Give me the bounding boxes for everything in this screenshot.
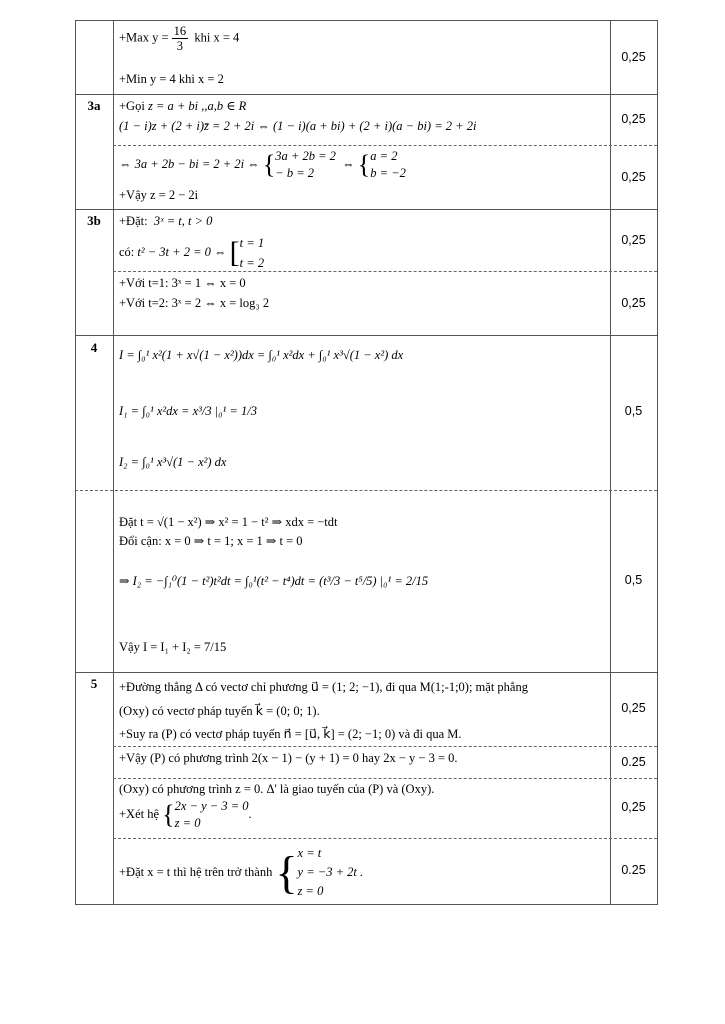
vay-z-line: +Vậy z = 2 − 2i bbox=[119, 188, 199, 202]
table-border-right bbox=[657, 20, 658, 905]
I2-calc-line: ⇒ I₂ = −∫₁⁰(1 − t²)t²dt = ∫₀¹(t² − t⁴)dt = (t³/3 − t⁵/5) |₀¹ = 2/15 bbox=[119, 574, 429, 588]
row-divider bbox=[75, 672, 657, 673]
question-label: 5 bbox=[90, 676, 98, 691]
sub-divider bbox=[113, 838, 657, 839]
sys-line: 3a + 2b = 2 bbox=[275, 149, 336, 163]
answer-table bbox=[75, 20, 657, 905]
bracket: [ bbox=[229, 236, 240, 269]
row-divider bbox=[75, 94, 657, 95]
xet-label: +Xét hệ bbox=[119, 806, 160, 821]
max-suffix: khi x = 4 bbox=[194, 30, 240, 45]
sys-line: b = −2 bbox=[370, 166, 406, 180]
max-fraction bbox=[172, 24, 189, 53]
goi-label: +Gọi bbox=[119, 99, 145, 113]
question-label: 3a bbox=[87, 98, 101, 113]
result-line: Vậy I = I₁ + I₂ = 7/15 bbox=[119, 640, 227, 654]
row-divider bbox=[75, 209, 657, 210]
line-d3: +Suy ra (P) có vectơ pháp tuyến n⃗ = [u⃗, k⃗] = (2; −1; 0) và đi qua M. bbox=[119, 727, 462, 741]
limits-line: Đổi cận: x = 0 ⇒ t = 1; x = 1 ⇒ t = 0 bbox=[119, 534, 303, 548]
brace: { bbox=[262, 150, 276, 179]
table-col-divider bbox=[610, 20, 611, 905]
score: 0,5 bbox=[624, 404, 643, 418]
score: 0,25 bbox=[621, 296, 646, 310]
line-d1: +Đường thẳng Δ có vectơ chỉ phương u⃗ = (1; 2; −1), đi qua M(1;-1;0); mặt phẳng bbox=[119, 680, 528, 694]
score: 0,25 bbox=[621, 170, 646, 184]
brace: { bbox=[162, 800, 175, 829]
question-label: 3b bbox=[87, 213, 101, 228]
sys-line: 2x − y − 3 = 0 bbox=[174, 799, 249, 813]
goi-expr: z = a + bi ,,a,b ∈ R bbox=[147, 99, 247, 113]
eq2-left: ⇔ 3a + 2b − bi = 2 + 2i ⇔ bbox=[119, 156, 260, 171]
min-line: +Min y = 4 khi x = 2 bbox=[119, 72, 224, 86]
max-line bbox=[119, 24, 239, 53]
score: 0,5 bbox=[624, 573, 643, 587]
equation-system-line: ⇔ 3a + 2b − bi = 2 + 2i ⇔ {3a + 2b = 2 − b = 2 ⇔ {a = 2 b = −2 bbox=[119, 149, 406, 180]
sys-line: z = 0 bbox=[174, 816, 201, 830]
integral-I2: I₂ = ∫₀¹ x³√(1 − x²) dx bbox=[119, 455, 227, 469]
co-label: có: bbox=[119, 244, 135, 259]
dat3-label: +Đặt x = t thì hệ trên trở thành bbox=[119, 865, 273, 879]
root: t = 1 bbox=[239, 236, 265, 250]
sys-line: y = −3 + 2t . bbox=[297, 865, 364, 879]
max-prefix: +Max y = bbox=[119, 30, 169, 45]
score: 0.25 bbox=[621, 863, 646, 877]
voi2-line: +Với t=2: 3ˣ = 2 ⇔ x = log₃ 2 bbox=[119, 296, 270, 310]
sys-line: x = t bbox=[297, 846, 322, 860]
sys-line: a = 2 bbox=[370, 149, 398, 163]
score: 0.25 bbox=[621, 755, 646, 769]
sub-divider bbox=[113, 778, 657, 779]
voi1-line: +Với t=1: 3ˣ = 1 ⇔ x = 0 bbox=[119, 276, 246, 290]
integral-I1: I₁ = ∫₀¹ x²dx = x³/3 |₀¹ = 1/3 bbox=[119, 404, 257, 418]
dat-line bbox=[119, 214, 212, 229]
table-col-divider bbox=[113, 20, 114, 905]
table-border-left bbox=[75, 20, 76, 905]
dat-expr: 3ˣ = t, t > 0 bbox=[153, 214, 213, 228]
goi-line bbox=[119, 98, 246, 114]
row-divider bbox=[75, 904, 657, 905]
co-line bbox=[119, 233, 264, 273]
sub-divider bbox=[75, 490, 657, 491]
system-3 bbox=[175, 798, 249, 832]
brace: { bbox=[275, 846, 298, 898]
line-d5: (Oxy) có phương trình z = 0. Δ' là giao tuyến của (P) và (Oxy). bbox=[119, 782, 435, 796]
line-d2: (Oxy) có vectơ pháp tuyến k⃗ = (0; 0; 1). bbox=[119, 704, 320, 718]
system-1 bbox=[275, 148, 336, 182]
dat-label: +Đặt: bbox=[119, 214, 148, 228]
sub-divider bbox=[113, 746, 657, 747]
row-divider bbox=[75, 335, 657, 336]
frac-num: 16 bbox=[173, 24, 187, 38]
equation-line: (1 − i)z + (2 + i)z̄ = 2 + 2i ⇔ (1 − i)(a + bi) + (2 + i)(a − bi) = 2 + 2i bbox=[119, 119, 477, 133]
score: 0,25 bbox=[621, 112, 646, 126]
system-2 bbox=[370, 148, 406, 182]
question-label: 4 bbox=[90, 340, 98, 355]
frac-den: 3 bbox=[176, 39, 184, 53]
param-line bbox=[119, 844, 363, 901]
score: 0,25 bbox=[621, 701, 646, 715]
roots bbox=[240, 233, 264, 273]
brace: { bbox=[357, 150, 371, 179]
co-expr: t² − 3t + 2 = 0 ⇔ bbox=[137, 244, 227, 259]
score: 0,25 bbox=[621, 800, 646, 814]
score: 0,25 bbox=[621, 233, 646, 247]
xet-he-line: +Xét hệ {2x − y − 3 = 0 z = 0. bbox=[119, 799, 252, 830]
sys-line: − b = 2 bbox=[275, 166, 315, 180]
score: 0,25 bbox=[621, 50, 646, 64]
sys-line: z = 0 bbox=[297, 884, 324, 898]
integral-I: I = ∫₀¹ x²(1 + x√(1 − x²))dx = ∫₀¹ x²dx + ∫₀¹ x³√(1 − x²) dx bbox=[119, 348, 404, 362]
line-d4: +Vậy (P) có phương trình 2(x − 1) − (y + 1) = 0 hay 2x − y − 3 = 0. bbox=[119, 751, 458, 765]
root: t = 2 bbox=[239, 256, 265, 270]
sub-divider bbox=[113, 145, 657, 146]
param-system bbox=[298, 844, 364, 901]
row-divider bbox=[75, 20, 657, 21]
substitution-line: Đặt t = √(1 − x²) ⇒ x² = 1 − t² ⇒ xdx = −tdt bbox=[119, 515, 338, 529]
